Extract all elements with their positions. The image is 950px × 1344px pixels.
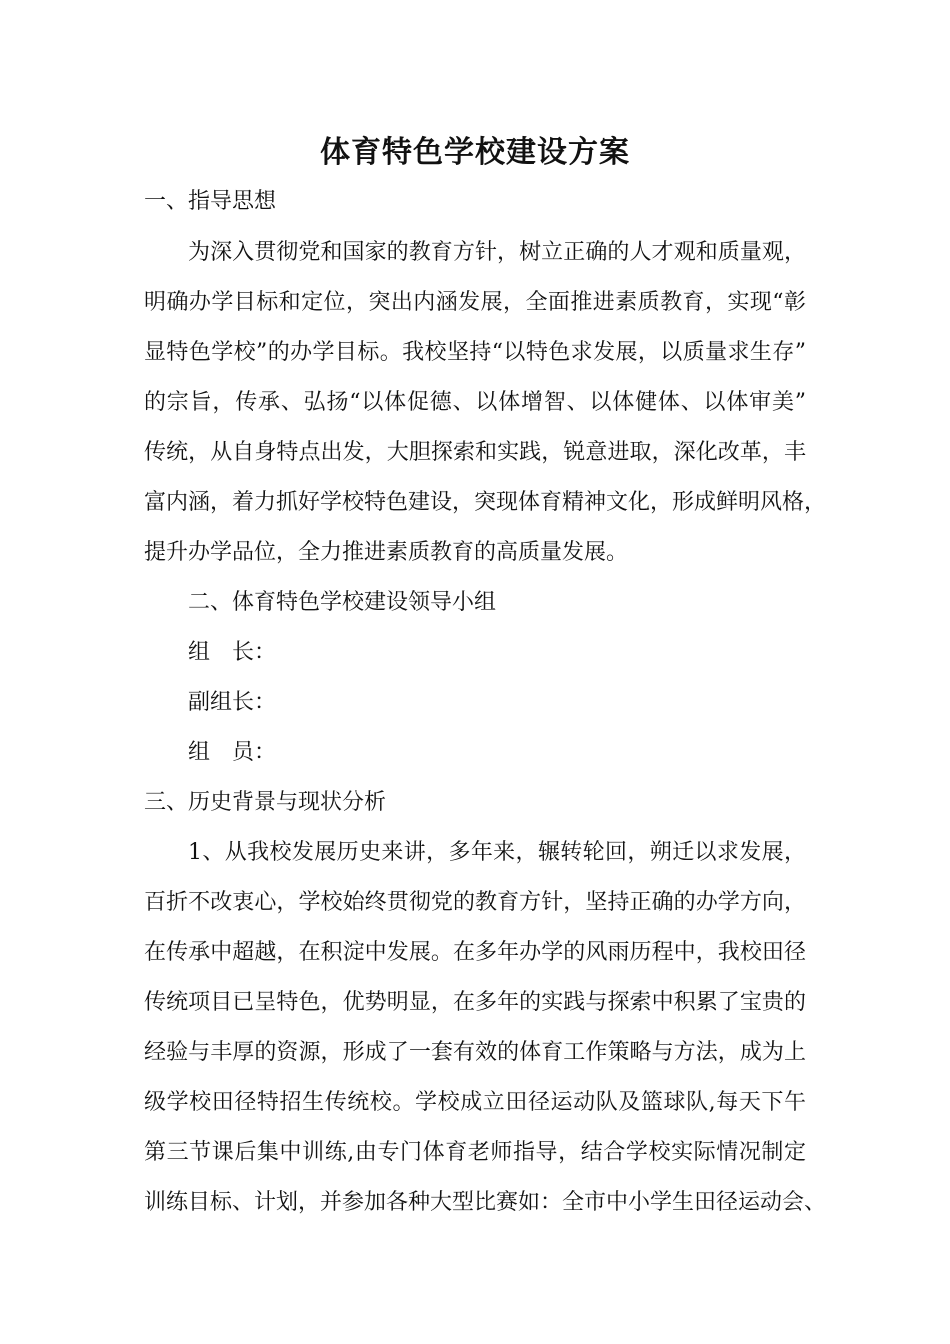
group-leader-label: 组 长： — [188, 640, 277, 665]
paragraph-line: 提升办学品位，全力推进素质教育的高质量发展。 — [144, 540, 629, 565]
paragraph-line: 的宗旨，传承、弘扬“以体促德、以体增智、以体健体、以体审美” — [144, 390, 806, 415]
paragraph-line: 经验与丰厚的资源，形成了一套有效的体育工作策略与方法，成为上 — [144, 1040, 806, 1065]
paragraph-line: 传统，从自身特点出发，大胆探索和实践，锐意进取，深化改革，丰 — [144, 440, 806, 465]
paragraph-line: 1、从我校发展历史来讲，多年来，辗转轮回，朔迁以求发展， — [188, 840, 806, 865]
paragraph-line: 级学校田径特招生传统校。学校成立田径运动队及篮球队,每天下午 — [144, 1090, 806, 1115]
section-heading-guiding-ideology: 一、指导思想 — [144, 189, 277, 214]
paragraph-line: 为深入贯彻党和国家的教育方针，树立正确的人才观和质量观， — [188, 240, 806, 265]
paragraph-line: 训练目标、计划，并参加各种大型比赛如：全市中小学生田径运动会、 — [144, 1190, 827, 1215]
paragraph-line: 在传承中超越，在积淀中发展。在多年办学的风雨历程中，我校田径 — [144, 940, 806, 965]
paragraph-line: 富内涵，着力抓好学校特色建设，突现体育精神文化，形成鲜明风格， — [144, 490, 827, 515]
document-title: 体育特色学校建设方案 — [320, 135, 630, 170]
section-heading-leadership-group: 二、体育特色学校建设领导小组 — [188, 590, 497, 615]
section-heading-history-analysis: 三、历史背景与现状分析 — [144, 790, 387, 815]
paragraph-line: 显特色学校”的办学目标。我校坚持“以特色求发展，以质量求生存” — [144, 340, 806, 365]
paragraph-line: 传统项目已呈特色，优势明显，在多年的实践与探索中积累了宝贵的 — [144, 990, 806, 1015]
paragraph-line: 第三节课后集中训练,由专门体育老师指导，结合学校实际情况制定 — [144, 1140, 806, 1165]
paragraph-line: 百折不改衷心，学校始终贯彻党的教育方针，坚持正确的办学方向， — [144, 890, 806, 915]
group-members-label: 组 员： — [188, 740, 277, 765]
paragraph-line: 明确办学目标和定位，突出内涵发展，全面推进素质教育，实现“彰 — [144, 290, 806, 315]
deputy-leader-label: 副组长： — [188, 690, 277, 715]
